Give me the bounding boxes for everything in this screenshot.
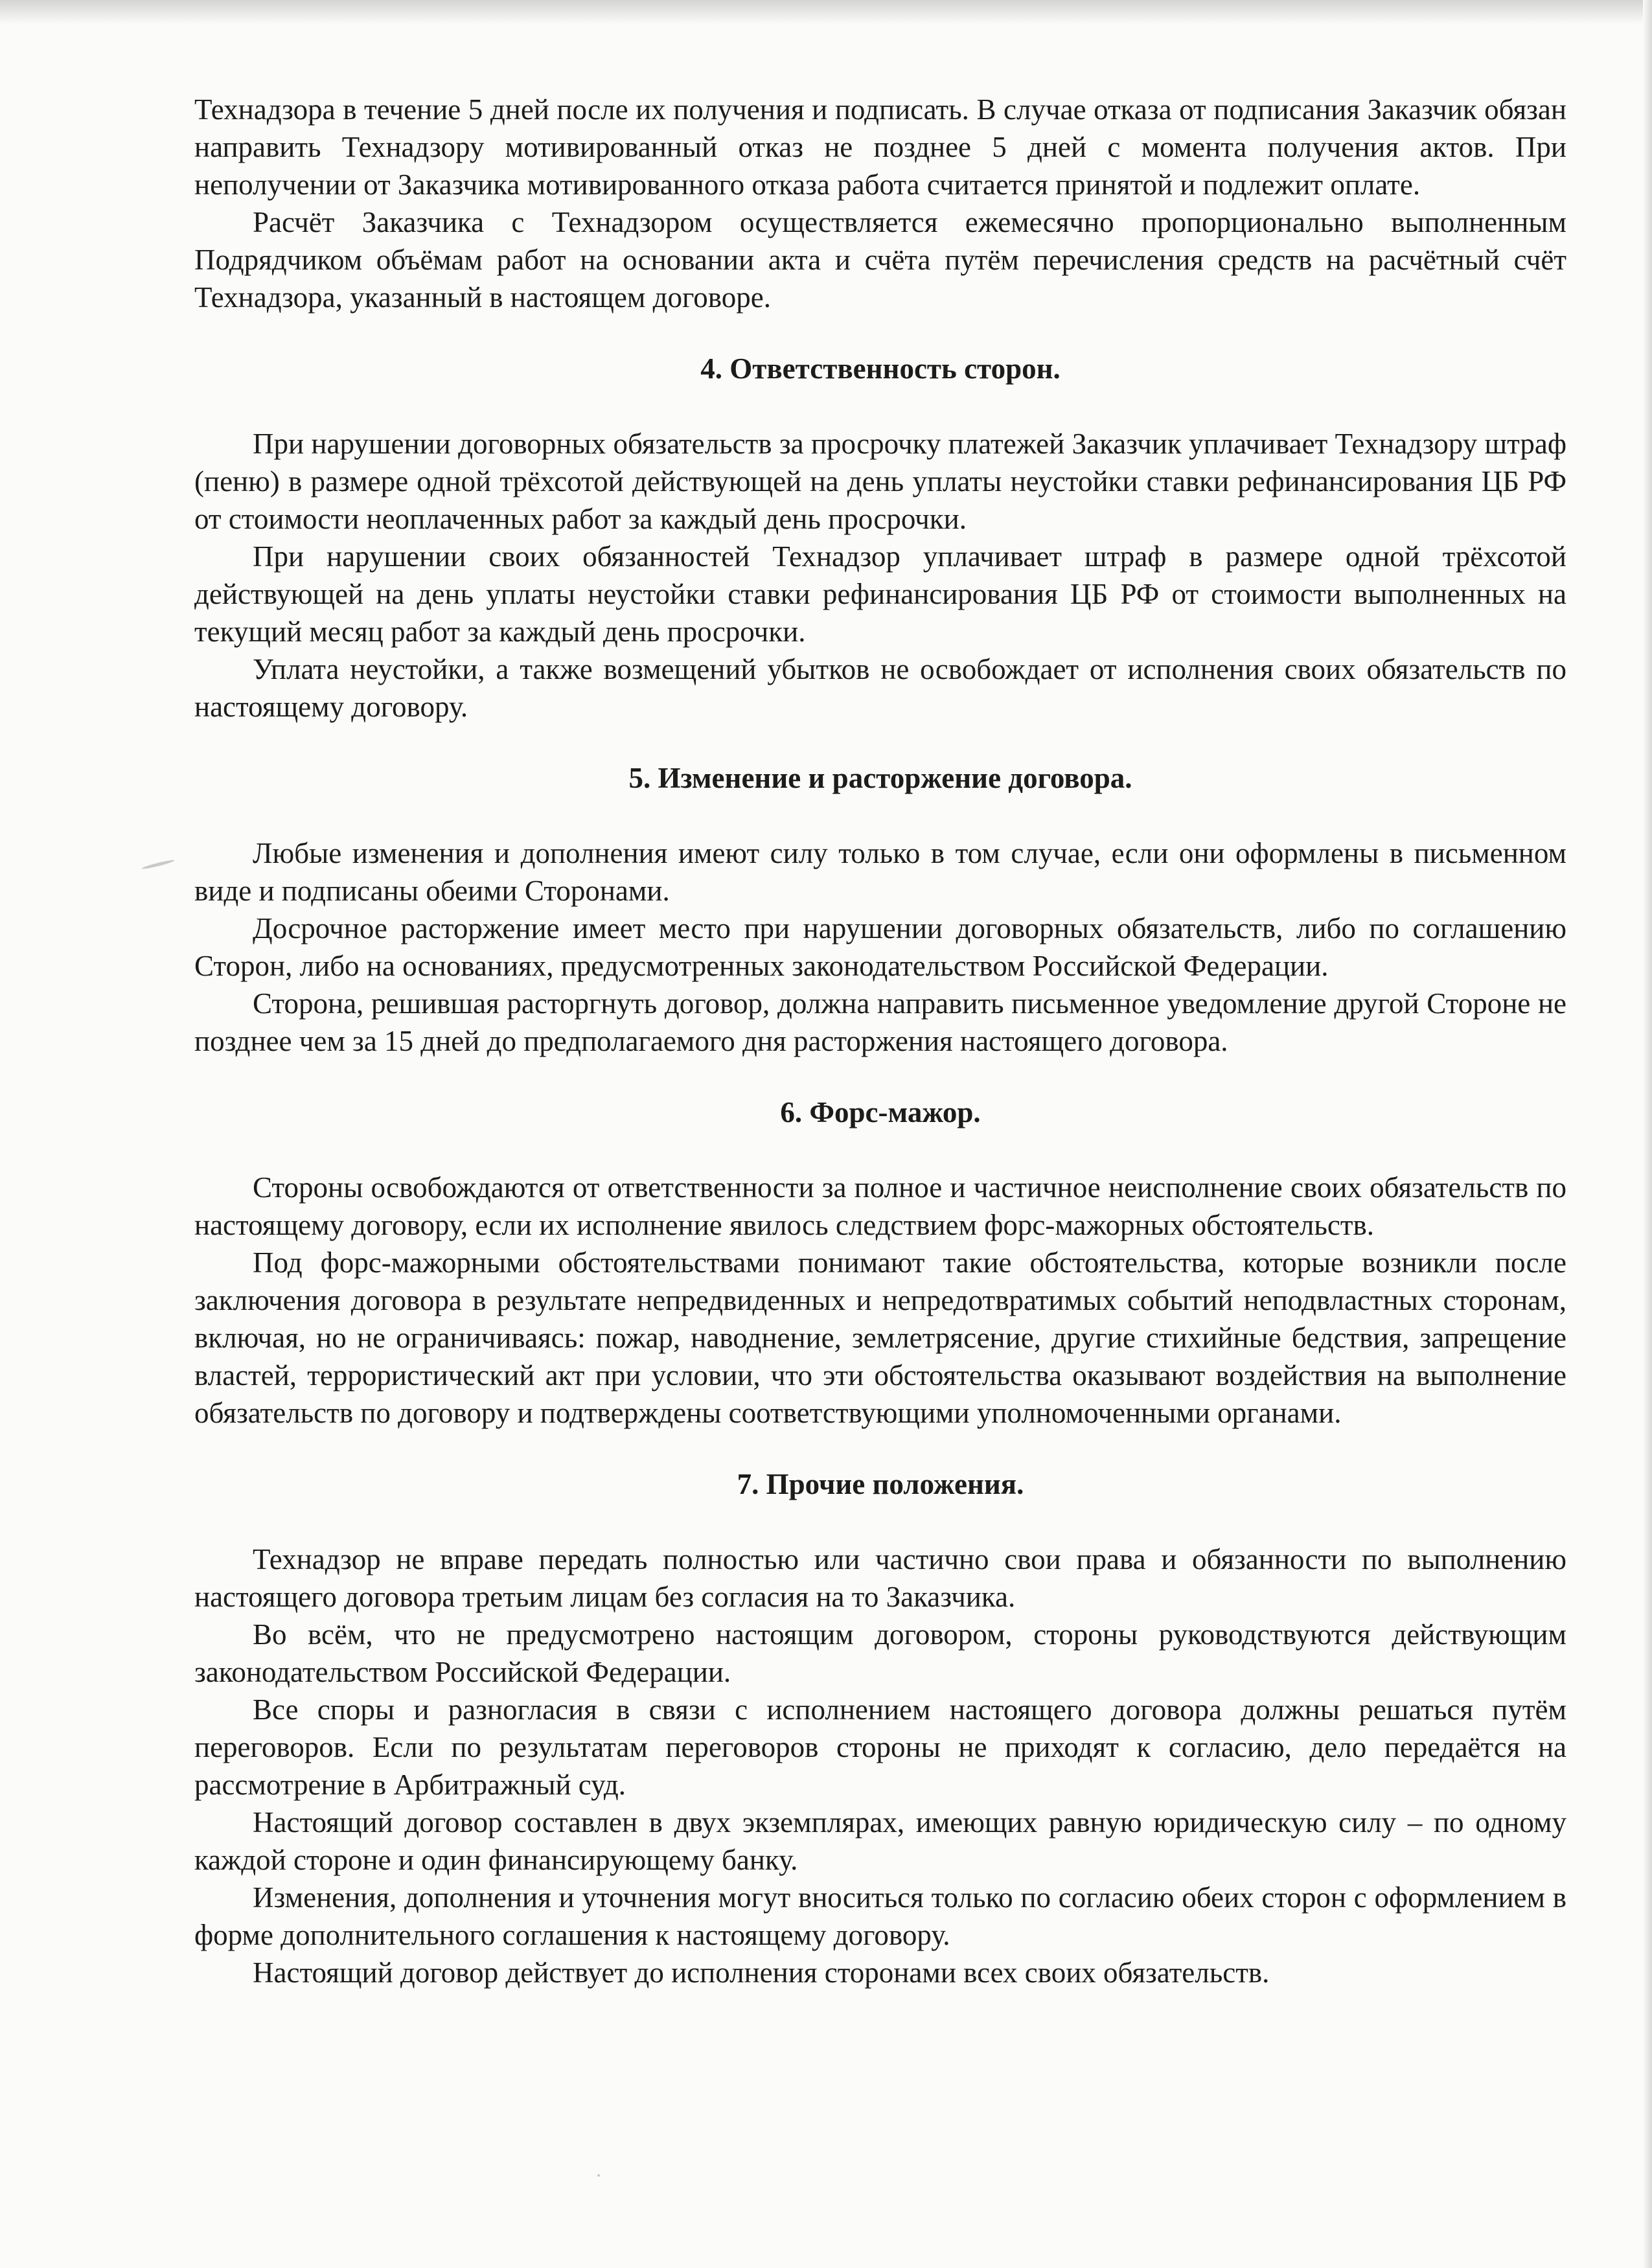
paragraph: Расчёт Заказчика с Технадзором осуществляется ежемесячно пропорционально выполненным Подрядчиком объёмам работ на основании акта и счёта путём перечисления средств на расчётный счёт Технадзора, указанный в настоящем договоре. <box>194 206 1566 314</box>
paragraph: Любые изменения и дополнения имеют силу только в том случае, если они оформлены в письменном виде и подписаны обеими Сторонами. <box>194 837 1566 907</box>
paragraph: Под форс-мажорными обстоятельствами понимают такие обстоятельства, которые возникли после заключения договора в результате непредвиденных и непредотвратимых событий неподвластных сторонам, включая, но не ограничиваясь: пожар, наводнение, землетрясение, другие стихийные бедствия, запрещение властей, террористический акт при условии, что эти обстоятельства оказывают воздействия на выполнение обязательств по договору и подтверждены соответствующими уполномоченными органами. <box>194 1246 1566 1429</box>
section-amendment-termination <box>194 759 1566 1060</box>
paragraph: Все споры и разногласия в связи с исполнением настоящего договора должны решаться путём переговоров. Если по результатам переговоров стороны не приходят к согласию, дело передаётся на рассмотрение в Арбитражный суд. <box>194 1693 1566 1801</box>
paragraph: Изменения, дополнения и уточнения могут вноситься только по согласию обеих сторон с оформлением в форме дополнительного соглашения к настоящему договору. <box>194 1881 1566 1951</box>
section-heading: 4. Ответственность сторон. <box>700 352 1061 385</box>
document-page <box>194 91 1566 1991</box>
section-responsibility <box>194 350 1566 726</box>
paragraph: При нарушении своих обязанностей Технадзор уплачивает штраф в размере одной трёхсотой действующей на день уплаты неустойки ставки рефинансирования ЦБ РФ от стоимости выполненных на текущий месяц работ за каждый день просрочки. <box>194 540 1566 648</box>
paragraph: Во всём, что не предусмотрено настоящим договором, стороны руководствуются действующим законодательством Российской Федерации. <box>194 1618 1566 1688</box>
scan-right-edge <box>1643 0 1652 2268</box>
section-force-majeure <box>194 1094 1566 1432</box>
paragraph: Досрочное расторжение имеет место при нарушении договорных обязательств, либо по соглашению Сторон, либо на основаниях, предусмотренных законодательством Российской Федерации. <box>194 912 1566 982</box>
paragraph: Уплата неустойки, а также возмещений убытков не освобождает от исполнения своих обязательств по настоящему договору. <box>194 653 1566 723</box>
section-heading: 6. Форс-мажор. <box>780 1096 981 1128</box>
paragraph: Стороны освобождаются от ответственности за полное и частичное неисполнение своих обязательств по настоящему договору, если их исполнение явилось следствием форс-мажорных обстоятельств. <box>194 1171 1566 1241</box>
paragraph: При нарушении договорных обязательств за просрочку платежей Заказчик уплачивает Технадзору штраф (пеню) в размере одной трёхсотой действующей на день уплаты неустойки ставки рефинансирования ЦБ РФ от стоимости неоплаченных работ за каждый день просрочки. <box>194 428 1566 535</box>
paragraph: Настоящий договор действует до исполнения сторонами всех своих обязательств. <box>253 1956 1270 1989</box>
paragraph: Настоящий договор составлен в двух экземплярах, имеющих равную юридическую силу – по одному каждой стороне и один финансирующему банку. <box>194 1806 1566 1876</box>
scan-speck <box>597 2174 600 2177</box>
paragraph: Технадзор не вправе передать полностью или частично свои права и обязанности по выполнению настоящего договора третьим лицам без согласия на то Заказчика. <box>194 1543 1566 1613</box>
scan-speck <box>141 859 175 870</box>
intro-block <box>194 91 1566 316</box>
section-other-provisions <box>194 1465 1566 1991</box>
section-heading: 5. Изменение и расторжение договора. <box>628 762 1132 794</box>
paragraph: Сторона, решившая расторгнуть договор, должна направить письменное уведомление другой Стороне не позднее чем за 15 дней до предполагаемого дня расторжения настоящего договора. <box>194 987 1566 1057</box>
scan-top-edge <box>0 0 1652 25</box>
section-heading: 7. Прочие положения. <box>737 1468 1024 1500</box>
paragraph: Технадзора в течение 5 дней после их получения и подписать. В случае отказа от подписания Заказчик обязан направить Технадзору мотивированный отказ не позднее 5 дней с момента получения актов. При неполучении от Заказчика мотивированного отказа работа считается принятой и подлежит оплате. <box>194 93 1566 201</box>
